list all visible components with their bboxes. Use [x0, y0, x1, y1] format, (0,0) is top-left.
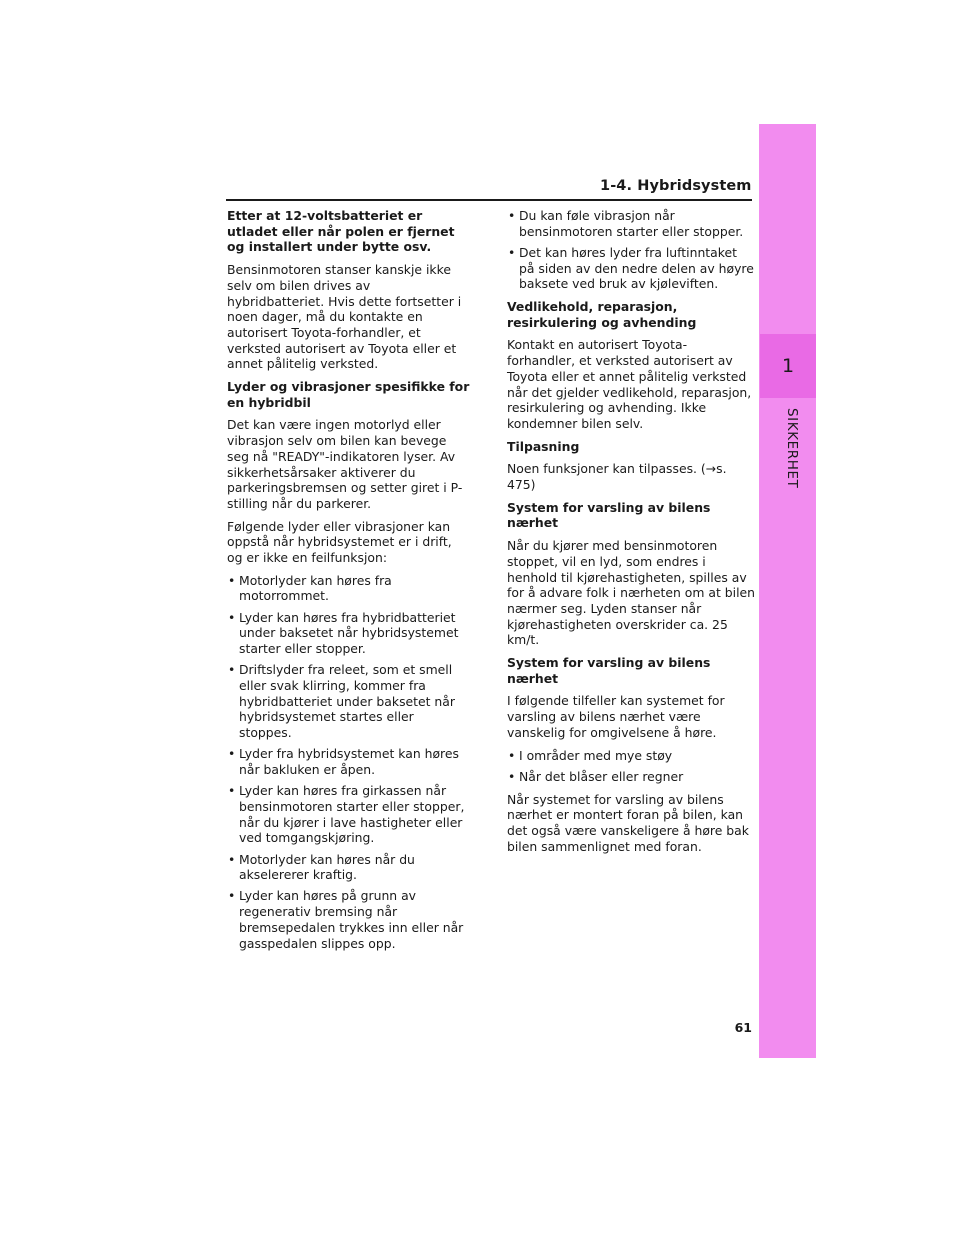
heading-proximity-warning: System for varsling av bilens nærhet: [507, 499, 711, 531]
paragraph: Bensinmotoren stanser kanskje ikke selv om bilen drives av hybridbatteriet. Hvis dette fortsetter i noen dager, må du kontakte en autorisert Toyota-forhandler, et verksted autorisert av Toyota eller et annet pålitelig verksted.: [227, 262, 462, 372]
heading-maintenance: Vedlikehold, reparasjon, resirkulering og avhending: [507, 299, 697, 330]
heading-proximity-warning-2: System for varsling av bilens nærhet: [507, 655, 711, 686]
list-item: • Når det blåser eller regner: [507, 769, 755, 785]
heading-customization: Tilpasning: [507, 438, 580, 454]
paragraph: Når systemet for varsling av bilens nærhet er montert foran på bilen, kan det også være vanskeligere å høre bak bilen sammenlignet med foran.: [507, 791, 749, 854]
list-item: • I områder med mye støy: [507, 748, 755, 764]
paragraph: I følgende tilfeller kan systemet for varsling av bilens nærhet være vanskelig for omgivelsene å høre.: [507, 693, 725, 740]
list-item: • Motorlyder kan høres fra motorrommet.: [227, 573, 470, 604]
list-item: • Det kan høres lyder fra luftinntaket på siden av den nedre delen av høyre baksete ved bruk av kjøleviften.: [507, 245, 755, 292]
list-item: • Driftslyder fra releet, som et smell eller svak klirring, kommer fra hybridbatteriet under baksetet når hybridsystemet startes eller stoppes.: [227, 662, 470, 741]
bullet-list: [507, 748, 755, 785]
header-divider: [226, 199, 752, 201]
paragraph: Når du kjører med bensinmotoren stoppet, vil en lyd, som endres i henhold til kjørehastigheten, spilles av for å advare folk i nærheten om at bilen nærmer seg. Lyden stanser når kjørehastigheten overskrider ca. 25 km/t.: [507, 538, 756, 648]
list-item: • Lyder kan høres på grunn av regenerativ bremsing når bremsepedalen trykkes inn eller når gasspedalen slippes opp.: [227, 888, 470, 951]
heading-12v-battery: Etter at 12-voltsbatteriet er utladet eller når polen er fjernet og installert under bytte osv.: [227, 208, 455, 255]
chapter-tab[interactable]: [760, 334, 816, 398]
paragraph: Noen funksjoner kan tilpasses. (→s. 475): [507, 461, 727, 493]
section-title: 1-4. Hybridsystem: [600, 178, 752, 194]
left-column: [227, 208, 470, 958]
right-column: [507, 208, 755, 861]
page-number: 61: [734, 1020, 752, 1035]
paragraph: Følgende lyder eller vibrasjoner kan oppstå når hybridsystemet er i drift, og er ikke en feilfunksjon:: [227, 518, 452, 566]
bullet-list: [507, 208, 755, 292]
bullet-list: [227, 573, 470, 951]
chapter-label: SIKKERHET: [784, 408, 800, 489]
list-item: • Lyder kan høres fra hybridbatteriet under baksetet når hybridsystemet starter eller stopper.: [227, 610, 470, 657]
list-item: • Lyder fra hybridsystemet kan høres når bakluken er åpen.: [227, 746, 470, 777]
list-item: • Du kan føle vibrasjon når bensinmotoren starter eller stopper.: [507, 208, 755, 239]
list-item: • Motorlyder kan høres når du akselererer kraftig.: [227, 852, 470, 883]
chapter-sidebar: [759, 124, 816, 1058]
heading-sounds-vibrations: Lyder og vibrasjoner spesifikke for en hybridbil: [227, 379, 470, 410]
paragraph: Kontakt en autorisert Toyota-forhandler, et verksted autorisert av Toyota eller et annet pålitelig verksted når det gjelder vedlikehold, reparasjon, resirkulering og avhending. Ikke kondemner bilen selv.: [507, 337, 752, 431]
paragraph: Det kan være ingen motorlyd eller vibrasjon selv om bilen kan bevege seg nå "READY"-indikatoren lyser. Av sikkerhetsårsaker aktiverer du parkeringsbremsen og setter giret i P-stilling når du parkerer.: [227, 417, 463, 511]
chapter-number: 1: [781, 355, 795, 377]
list-item: • Lyder kan høres fra girkassen når bensinmotoren starter eller stopper, når du kjører i lave hastigheter eller ved tomgangskjøring.: [227, 783, 470, 846]
